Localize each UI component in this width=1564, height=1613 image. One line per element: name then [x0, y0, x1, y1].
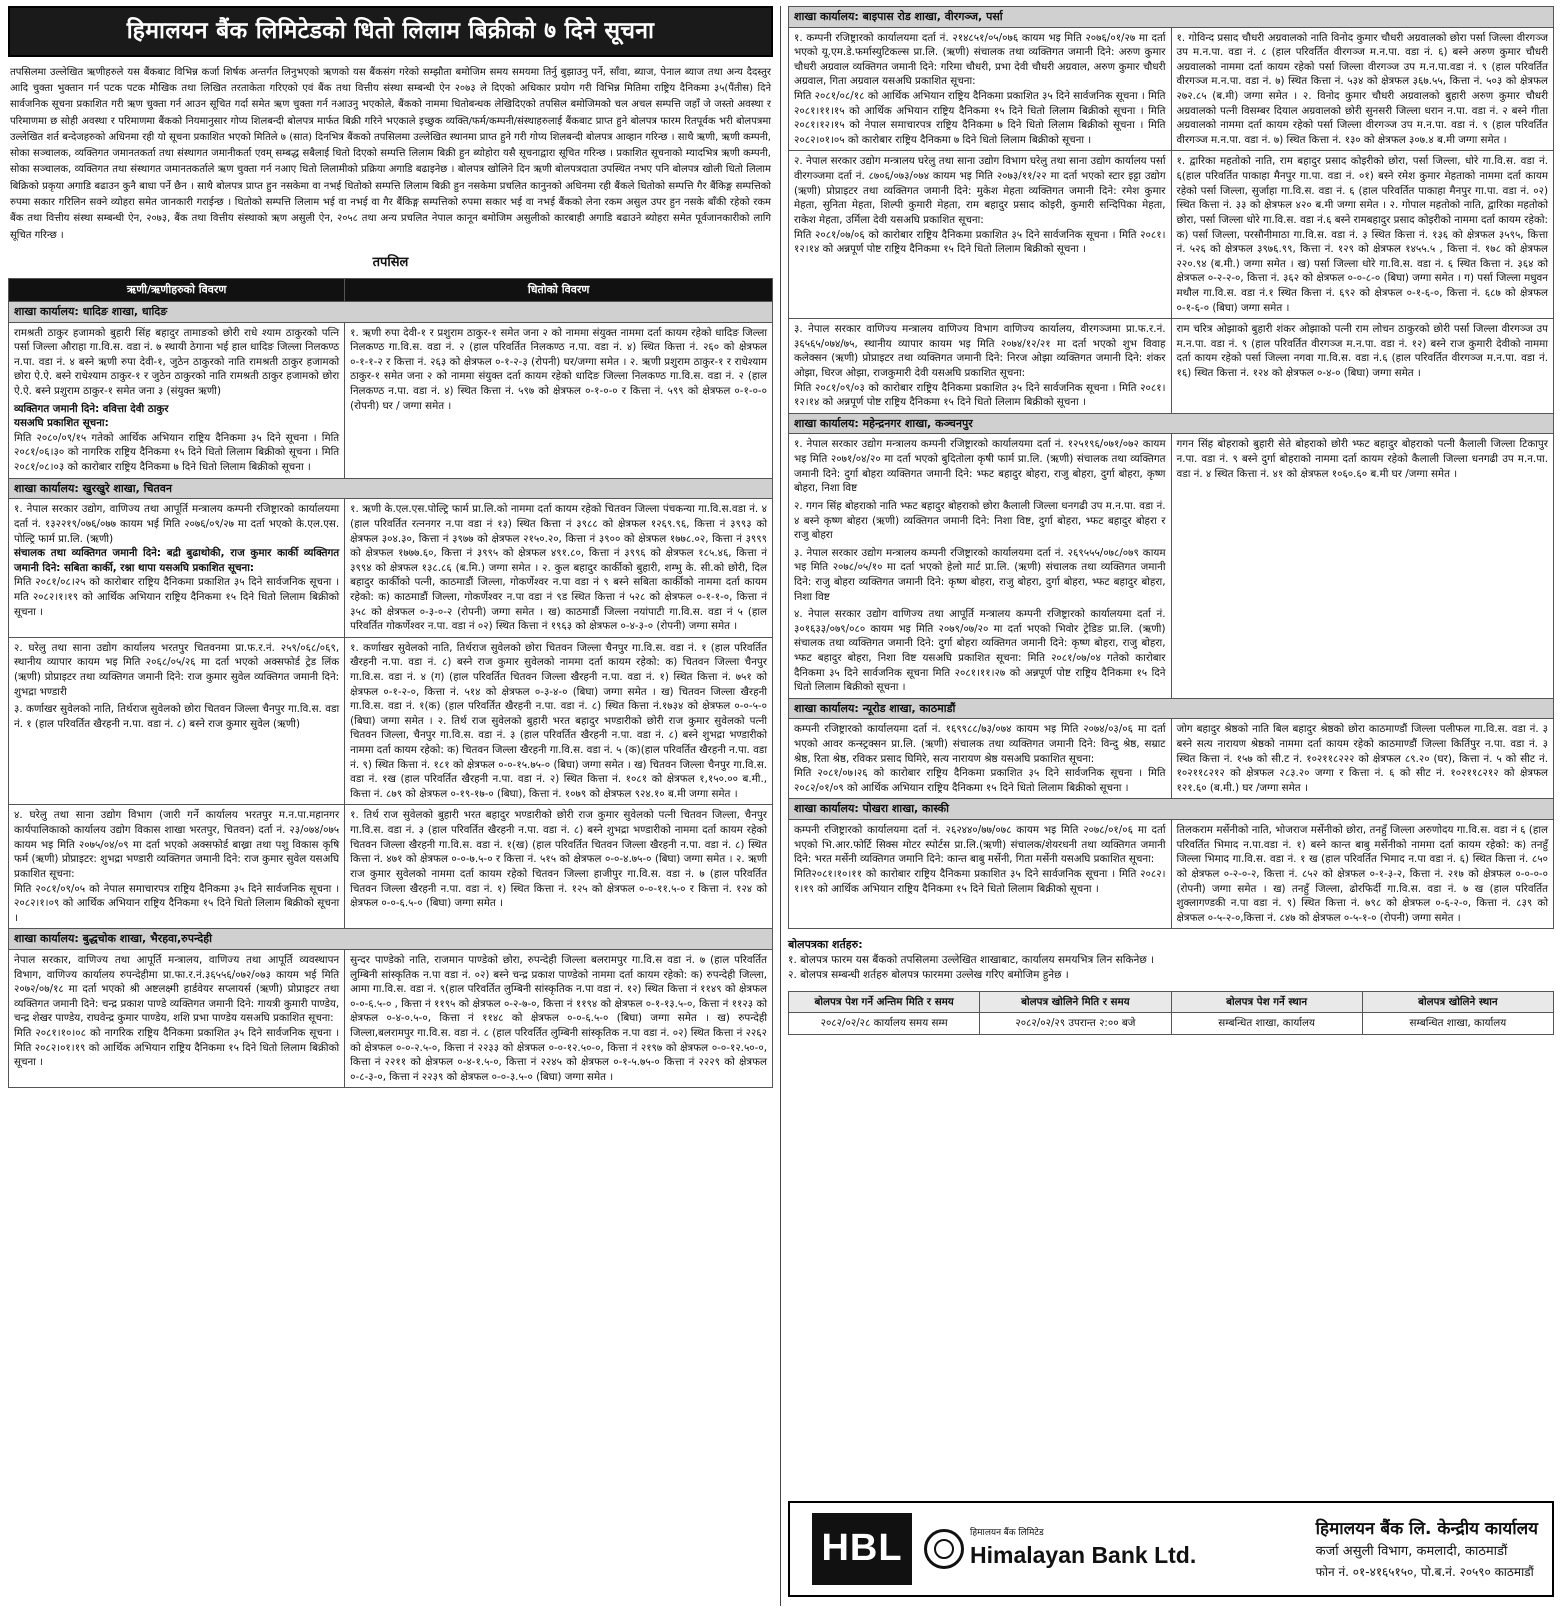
left-column	[8, 6, 773, 1088]
guarantor: व्यक्तिगत जमानी दिने: ववित्ता देवी ठाकुर	[14, 402, 169, 415]
table-row	[789, 151, 1554, 319]
bid-conditions-title: बोलपत्रका शर्तहरु:	[788, 938, 863, 952]
bid-schedule-table	[788, 991, 1554, 1035]
collateral-header: धितोको विवरण	[345, 279, 773, 302]
borrower-detail: ४. नेपाल सरकार उद्योग वाणिज्य तथा आपूर्ति मन्त्रालय कम्पनी रजिष्ट्रारको कार्यालयमा दर्ता नं. ३०१६३३/०७९/०८० कायम भइ मिति २०७९/०७/२० मा दर्ता भएको भिवोर ट्रेडिङ प्रा.लि. (ऋणी) संचालक तथा व्यक्तिगत जमानी दिने: दुर्गा बोहरा व्यक्तिगत जमानी दिने: कृष्ण बोहरा, राजु बोहरा, भ्फट बहादुर बोहरा, निशा विष्ट यसअघि प्रकाशित सूचना: मिति २०८१/०७/०४ गतेको कारोबार दैनिकमा ३५ दिने सार्वजनिक सूचना मिति २०८१।११।२७ को अन्नपूर्ण पोष्ट राष्ट्रिय दैनिकमा १५ दिने धितो लिलाम बिक्रीको सूचना ।	[794, 608, 1166, 694]
bank-name-nepali: हिमालयन बैंक लिमिटेड	[970, 1527, 1044, 1538]
bid-condition-item: १. बोलपत्र फारम यस बैंकको तपसिलमा उल्लेखित शाखाबाट, कार्यालय समयभित्र लिन सकिनेछ ।	[788, 953, 1155, 966]
branch-khurkhure: शाखा कार्यालय: खुरखुरे शाखा, चितवन	[9, 478, 773, 499]
hbl-logo: HBL	[812, 1513, 912, 1585]
prior-notice: मिति २०८१।१०।०८ को नागरिक राष्ट्रिय दैनिकमा प्रकाशित ३५ दिने सार्वजनिक सूचना । मिति २०८२।०१।१९ को आर्थिक अभियान राष्ट्रिय दैनिकमा १५ दिने धितो लिलाम बिक्रीको सूचना ।	[14, 1027, 340, 1069]
borrower-detail: ३. नेपाल सरकार वाणिज्य मन्त्रालय वाणिज्य विभाग वाणिज्य कार्यालय, वीरगञ्जमा प्रा.फ.र.नं. ३६५६५/०७४/७५, स्थानीय व्यापार कायम भइ मिति २०७४/१२/२१ मा दर्ता भएको शुभ विवाह कलेक्सन (ऋणी) प्रोप्राइटर तथा व्यक्तिगत जमानी दिने: निरज ओझा व्यक्तिगत जमानी दिने: शंकर ओझा, धिरज ओझा, राजकुमारी देवी यसअघि प्रकाशित सूचना:	[794, 323, 1166, 380]
borrower-detail: कम्पनी रजिष्ट्रारको कार्यालयमा दर्ता नं. २६२४४०/७७/०७८ कायम भइ मिति २०७८/०१/०६ मा दर्ता भएको भि.आर.फोर्टि सिक्स मोटर स्पोर्टस प्रा.लि.(ऋणी) संचालक/शेयरधनी तथा व्यक्तिगत जमानी दिने: भरत मर्सेनी व्यक्तिगत जमानि दिने: कान्त बाबु मर्सेनी, गिता मर्सेनी यसअघि प्रकाशित सूचना:	[794, 824, 1166, 866]
table-row	[9, 805, 773, 929]
collateral-detail: १. कर्णाखर सुवेलको नाति, तिर्थराज सुवेलको छोरा चितवन जिल्ला चैनपुर गा.वि.स. वडा नं. १ (हाल परिवर्तित खैरहनी न.पा. वडा नं. ८) बस्ने राज कुमार सुवेलको नाममा दर्ता कायम रहेको: क) चितवन जिल्ला चैनपुर गा.वि.स. वडा नं. ४ (ग) (हाल परिवर्तित चितवन जिल्ला खैरहनी न.पा. वडा नं. १) स्थित कित्ता नं. ७५१ को क्षेत्रफल ०-१-२-०, कित्ता नं. ५१४ को क्षेत्रफल ०-३-४-० (बिघा) जग्गा समेत । ख) चितवन जिल्ला खैरहनी गा.वि.स. वडा नं. १(क) (हाल परिवर्तित खैरहनी न.पा. वडा नं. ८) स्थित कित्ता नं.१७३४ को क्षेत्रफल ०-०-५-० (बिघा) जग्गा समेत । २. तिर्थ राज सुवेलको बुहारी भरत बहादुर भण्डारीको छोरी राज कुमार सुवेलको पत्नी चितवन जिल्ला, चैनपुर गा.वि.स. वडा नं. ३ (हाल परिवर्तित खैरहनी न.पा. वडा नं. ८) बस्ने शुभद्रा भण्डारीको नाममा दर्ता कायम रहेको: क) चितवन जिल्ला खैरहनी गा.वि.स. वडा नं. ५ (क)(हाल परिवर्तित खैरहनी न.पा. वडा नं. ९) स्थित कित्ता नं. १८१ को क्षेत्रफल ०-०-१५.७५-० (बिघा) जग्गा समेत । ख) चितवन जिल्ला चैनपुर गा.वि.स. वडा नं. १ख (हाल परिवर्तित खैरहनी न.पा. वडा नं. २) स्थित कित्ता नं. १०८१ को क्षेत्रफल १,१५०.०० ब.मी., कित्ता नं. ८७९ को क्षेत्रफल ०-१९-१७-० (बिघा), कित्ता नं. १०७९ को क्षेत्रफल ९२४.१० ब.मी जग्गा समेत ।	[345, 637, 773, 805]
bid-cell: २०८२/०२/२८ कार्यालय समय सम्म	[789, 1013, 980, 1035]
collateral-detail: जोग बहादुर श्रेष्ठको नाति बिल बहादुर श्रेष्ठको छोरा काठमाण्डौं जिल्ला पलीफल गा.वि.स. वडा नं. ३ बस्ने सत्य नारायण श्रेष्ठको नाममा दर्ता कायम रहेको काठमाण्डौं जिल्ला किर्तिपुर न.पा. वडा नं. ३ स्थित कित्ता नं. १५७ को सी.ट नं. १०२११८२२२ को क्षेत्रफल ८९.२० (घर), कित्ता नं. ५ को सीट नं. १०२११८२१२ को क्षेत्रफल २८३.२० जग्गा र कित्ता नं. ६ को सीट नं. १०२११८२१२ को क्षेत्रफल १२१.६० (ब.मी.) घर /जग्गा समेत ।	[1171, 719, 1554, 799]
table-row	[9, 637, 773, 805]
borrower-detail: २. घरेलु तथा साना उद्योग कार्यालय भरतपुर चितवनमा प्रा.फ.र.नं. २५९/०६८/०६९, स्थानीय व्यापार कायम भइ मिति २०६८/०५/२६ मा दर्ता भएको अक्सफोर्ड ट्रेड लिंक (ऋणी) प्रोप्राइटर तथा व्यक्तिगत जमानी दिने: राज कुमार सुवेल व्यक्तिगत जमानी दिने: शुभद्रा भण्डारी	[14, 641, 340, 698]
bank-name-block	[970, 1526, 1196, 1571]
borrower-detail: ४. घरेलु तथा साना उद्योग विभाग (जारी गर्ने कार्यालय भरतपुर म.न.पा.महानगर कार्यपालिकाको कार्यालय उद्योग विकास शाखा भरतपुर, चितवन) दर्ता नं. २३/०७४/०७५ कायम भइ मिति २०७५/०४/०९ मा दर्ता भएको अक्सफोर्ड बाख्रा तथा पशु विकास कृषि फर्म (ऋणी) प्रोप्राइटर: शुभद्रा भण्डारी व्यक्तिगत जमानी दिने: राज कुमार सुवेल यसअघि प्रकाशित सूचना:	[14, 809, 340, 880]
collateral-detail: १. द्वारिका महतोको नाति, राम बहादुर प्रसाद कोइरीको छोरा, पर्सा जिल्ला, धोरे गा.वि.स. वडा नं. ६(हाल परिवर्तित पाकाहा मैनपुर गा.पा. वडा नं. ०१) बस्ने रमेश कुमार मेहताको नाममा दर्ता कायम रहेको पर्सा जिल्ला, सुर्जाहा गा.वि.स. वडा नं. ६ (हाल परिवर्तित पाकाहा मैनपुर गा.पा. वडा नं. ०२) स्थित कित्ता नं. ३३ को क्षेत्रफल ४२० ब.मी जग्गा समेत । २. गोपाल महतोको नाति, द्वारिका महतोको छोरा, पर्सा जिल्ला धोरे गा.वि.स. वडा नं.६ बस्ने रामबहादुर प्रसाद कोइरीको नाममा दर्ता कायम रहेको: क) पर्सा जिल्ला, परसौनीमाठा गा.वि.स. वडा नं. ३ स्थित कित्ता नं. १३६ को क्षेत्रफल ३५९५, कित्ता नं. ५२६ को क्षेत्रफल ३९७६.९९, कित्ता नं. १२९ को क्षेत्रफल १४५५.५ , कित्ता नं. १७८ को क्षेत्रफल २२०.९४ (ब.मी.) जग्गा समेत । ख) पर्सा जिल्ला धोरे गा.वि.स. वडा नं. ६ स्थित कित्ता नं. ३६४ को क्षेत्रफल ०-२-२-०, कित्ता नं. ३६२ को क्षेत्रफल ०-०-८-० (बिघा) जग्गा समेत । ग) पर्सा जिल्ला मधुवन मथौल गा.वि.स. वडा नं.१ स्थित कित्ता नं. ६९२ को क्षेत्रफल ०-१-६-०, कित्ता नं. ६८७ को क्षेत्रफल ०-१-६-० (बिघा) जग्गा समेत ।	[1171, 151, 1554, 319]
branch-pokhara: शाखा कार्यालय: पोखरा शाखा, कास्की	[789, 799, 1554, 820]
branch-newroad: शाखा कार्यालय: न्यूरोड शाखा, काठमाडौं	[789, 698, 1554, 719]
right-column	[788, 6, 1554, 1579]
tapsil-heading: तपसिल	[372, 254, 409, 270]
collateral-detail: १. ऋणी रुपा देवी-१ र प्रशुराम ठाकुर-१ समेत जना २ को नाममा संयुक्त नाममा दर्ता कायम रहेको धादिङ जिल्ला निलकण्ठ गा.वि.स. वडा नं. २ (हाल परिवर्तित निलकण्ठ न.पा. वडा नं. ४) स्थित कित्ता नं. २६० को क्षेत्रफल ०-१-१-२ र कित्ता नं. २६३ को क्षेत्रफल ०-१-२-३ (रोपनी) घर/जग्गा समेत । २. ऋणी प्रशुराम ठाकुर-१ र राधेश्याम ठाकुर-१ समेत जना २ को नाममा संयुक्त दर्ता कायम रहेको धादिङ जिल्ला निलकण्ठ गा.वि.स. वडा नं. २ (हाल निलकण्ठ न.पा. वडा नं. ४) स्थित कित्ता नं. ५९७ को क्षेत्रफल ०-१-०-० र कित्ता नं. ५९९ को क्षेत्रफल ०-१-०-० (रोपनी) घर / जग्गा समेत ।	[345, 322, 773, 478]
prior-notice: मिति २०८१/०८।२५ को कारोबार राष्ट्रिय दैनिकमा प्रकाशित ३५ दिने सार्वजनिक सूचना । मति २०८२।१।१९ को आर्थिक अभियान राष्ट्रिय दैनिकमा १५ दिने धितो लिलाम बिक्रीको सूचना ।	[14, 576, 340, 618]
borrower-detail: रामश्रती ठाकुर हजामको बुहारी सिंह बहादुर तामाङको छोरी राधे श्याम ठाकुरको पत्नि पर्सा जिल्ला औराहा गा.वि.स. वडा नं. ७ स्थायी ठेगाना भई हाल धादिङ जिल्ला निलकण्ठ न.पा. वडा नं. ४ बस्ने ऋणी रुपा देवी-१, जुठेन ठाकुरको नाति रामश्रती ठाकुर हजामको छोरा ऐ.ऐ. बस्ने राधेश्याम ठाकुर-१ र जुठेन ठाकुरको नाति रामश्रती ठाकुर हजामको छोरा ऐ.ऐ. बस्ने प्रशुराम ठाकुर-१ समेत जना ३ (संयुक्त ऋणी)	[14, 326, 340, 398]
prior-notice-label: यसअघि प्रकाशित सूचना:	[14, 417, 109, 430]
branch-mahendranagar: शाखा कार्यालय: महेन्द्रनगर शाखा, कञ्चनपुर	[789, 413, 1554, 434]
guarantor: संचालक तथा व्यक्तिगत जमानी दिने: बद्री बुढाथोकी, राज कुमार कार्की व्यक्तिगत जमानी दिने: सबिता कार्की, रश्ना थापा यसअघि प्रकाशित सूचना:	[14, 547, 340, 574]
table-row	[9, 949, 773, 1087]
bid-header: बोलपत्र खोलिने मिति र समय	[980, 991, 1171, 1013]
branch-dhading: शाखा कार्यालय: धादिङ शाखा, धादिङ	[9, 301, 773, 322]
notice-title: हिमालयन बैंक लिमिटेडको धितो लिलाम बिक्रीको ७ दिने सूचना	[8, 6, 773, 57]
office-phone: फोन नं. ०१-४१६५१५०, पो.ब.नं. २०५९० काठमाडौं	[1315, 1564, 1534, 1579]
branch-buddhachok: शाखा कार्यालय: बुद्धचोक शाखा, भैरहवा,रुपन्देही	[9, 929, 773, 950]
bid-header: बोलपत्र पेश गर्ने स्थान	[1171, 991, 1362, 1013]
collateral-detail: तिलकराम मर्सेनीको नाति, भोजराज मर्सेनीको छोरा, तनहुँ जिल्ला अरुणोदय गा.वि.स. वडा नं ६ (हाल परिवर्तित भिमाद न.पा.वडा नं. १) बस्ने कान्त बाबु मर्सेनीको नाममा दर्ता कायम रहेको: क) तनहुँ जिल्ला भिमाद गा.वि.स. वडा नं. १ ख (हाल परिवर्तित भिमाद न.पा वडा नं. ६) स्थित कित्ता नं. ८५० को क्षेत्रफल ०-२-०-२, कित्ता नं. ८५२ को क्षेत्रफल ०-१-३-२, कित्ता नं. २१७ को क्षेत्रफल ०-०-०-० (रोपनी) जग्गा समेत । ख) तनहुँ जिल्ला, ढोरफिर्दी गा.वि.स. वडा नं. ७ ख (हाल परिवर्तित शुक्लागण्डकी न.पा वडा नं. ९) स्थित कित्ता नं. ७९८ को क्षेत्रफल ०-६-२-०, कित्ता नं. ८३९ को क्षेत्रफल ०-५-२-०,कित्ता नं. ८४७ को क्षेत्रफल ०-५-१-० (रोपनी) जग्गा समेत ।	[1171, 820, 1554, 929]
collateral-detail: १. ऋणी के.एल.एस.पोल्ट्रि फार्म प्रा.लि.को नाममा दर्ता कायम रहेको चितवन जिल्ला पंचकन्या गा.वि.स.वडा नं. ४ (हाल परिवर्तित रत्ननगर न.पा वडा नं १३) स्थित कित्ता नं ३९८८ को क्षेत्रफल १२६९.९६, कित्ता नं ३९९३ को क्षेत्रफल ३०४.३०, कित्ता नं ३९७७ को क्षेत्रफल २१५०.२०, कित्ता नं ३९०० को क्षेत्रफल १७७८.०२, कित्ता नं ३९९९ को क्षेत्रफल १७७७.६०, कित्ता नं ३९९५ को क्षेत्रफल ४९१.८०, कित्ता नं ३९९६ को क्षेत्रफल १८५.४६, कित्ता नं ३९९४ को क्षेत्रफल १३८.८६ (ब.मि.) जग्गा समेत । २. कुल बहादुर कार्कीको बुहारी, शम्भु के. सी.को छोरी, दिल बहादुर कार्कीको पत्नी, काठमाडौं जिल्ला, गोकर्णेश्वर न.पा वडा नं ९ बस्ने सबिता कार्कीको नाममा दर्ता कायम रहेको: क) काठमाडौं जिल्ला, गोकर्णेश्वर न.पा वडा नं ९ड स्थित कित्ता नं ५२८ को क्षेत्रफल ०-१-१-०, कित्ता नं ३५८ को क्षेत्रफल ०-३-०-२ (रोपनी) जग्गा समेत । ख) काठमाडौं जिल्ला नयांपाटी गा.वि.स. वडा नं ५ (हाल परिवर्तित गोकर्णेश्वर न.पा. वडा नं ०२) स्थित कित्ता नं १९६३ को क्षेत्रफल ०-४-३-० (रोपनी) जग्गा समेत ।	[345, 499, 773, 637]
bank-footer	[788, 1501, 1554, 1597]
prior-notice: मिति २०८१/०७/०६ को कारोबार राष्ट्रिय दैनिकमा प्रकाशित ३५ दिने सार्वजनिक सूचना । मिति २०८१।१२।१४ को अन्नपूर्ण पोष्ट राष्ट्रिय दैनिकमा १५ दिने धितो लिलाम बिक्रीको सूचना ।	[794, 228, 1166, 256]
borrower-detail: २. नेपाल सरकार उद्योग मन्त्रालय घरेलु तथा साना उद्योग विभाग घरेलु तथा साना उद्योग कार्यालय पर्सा वीरगञ्जमा दर्ता नं. ८७०६/०७३/०७४ कायम भइ मिति २०७३/११/२२ मा दर्ता भएको स्टार इट्टा उद्योग (ऋणी) प्रोप्राइटर तथा व्यक्तिगत जमानी दिने: मुकेश मेहता व्यक्तिगत जमानी दिने: रमेश कुमार मेहता, सुनिता मेहता, शिल्पी कुमारी मेहता, राम बहादुर प्रसाद कोइरी, कुमारी सन्दिपिका मेहता, राकेश मेहता, उर्मिला देवी यसअघि प्रकाशित सूचना:	[794, 155, 1166, 226]
office-dept: कर्जा असुली विभाग, कमलादी, काठमाडौं	[1315, 1544, 1508, 1560]
table-row	[9, 322, 773, 478]
prior-notice: मिति २०८१/०७।२६ को कारोबार राष्ट्रिय दैनिकमा प्रकाशित ३५ दिने सार्वजनिक सूचना । मिति २०८२/०१/०९ को आर्थिक अभियान राष्ट्रिय दैनिकमा १५ दिने धितो लिलाम बिक्रीको सूचना ।	[794, 767, 1166, 794]
table-row	[789, 820, 1554, 929]
borrower-detail: ३. कर्णाखर सुवेलको नाति, तिर्थराज सुवेलको छोरा चितवन जिल्ला चैनपुर गा.वि.स. वडा नं. १ (हाल परिवर्तित खैरहनी न.पा. वडा नं. ८) बस्ने राज कुमार सुवेल (ऋणी)	[14, 703, 340, 730]
table-row	[789, 719, 1554, 799]
prior-notice: मिति २०८१/०९/०५ को नेपाल समाचारपत्र राष्ट्रिय दैनिकमा ३५ दिने सार्वजनिक सूचना । २०८२।१।०९ को आर्थिक अभियान राष्ट्रिय दैनिकमा १५ दिने धितो लिलाम बिक्रीको सूचना ।	[14, 882, 340, 924]
bank-name-english: Himalayan Bank Ltd.	[970, 1542, 1197, 1569]
column-divider	[780, 6, 781, 1606]
bid-header: बोलपत्र पेश गर्ने अन्तिम मिति र समय	[789, 991, 980, 1013]
collateral-detail: गगन सिंह बोहराको बुहारी सेते बोहराको छोरी भ्फट बहादुर बोहराको पत्नी कैलाली जिल्ला टिकापुर न.पा. वडा नं. ९ बस्ने दुर्गा बोहराको नाममा दर्ता कायम रहेको कैलाली जिल्ला धनगढी उप म.न.पा. वडा नं. ४ स्थित कित्ता नं. ४१ को क्षेत्रफल १०६०.६० ब.मी घर /जग्गा समेत ।	[1171, 434, 1554, 698]
borrower-detail: १. कम्पनी रजिष्ट्रारको कार्यालयमा दर्ता नं. २१४८५१/०५/०७६ कायम भइ मिति २०७६/०१/२७ मा दर्ता भएको यू.एम.डे.फर्मास्युटिकल्स प्रा.लि. (ऋणी) संचालक तथा व्यक्तिगत जमानी दिने: अरुण कुमार चौधरी अग्रवाल व्यक्तिगत जमानी दिने: गरिमा चौधरी, प्रभा देवी चौधरी अग्रवाल, अरुण कुमार चौधरी अग्रवाल, गिता अग्रवाल यसअघि प्रकाशित सूचना:	[794, 31, 1166, 88]
borrower-detail: १. नेपाल सरकार उद्योग, वाणिज्य तथा आपूर्ति मन्त्रालय कम्पनी रजिष्ट्रारको कार्यालयमा दर्ता नं. १३२२१९/०७६/०७७ कायम भई मिति २०७६/०९/२७ मा दर्ता भएको के.एल.एस. पोल्ट्रि फार्म प्रा.लि. (ऋणी)	[14, 503, 340, 545]
borrower-detail: २. गगन सिंह बोहराको नाति भ्फट बहादुर बोहराको छोरा कैलाली जिल्ला धनगढी उप म.न.पा. वडा नं. ४ बस्ने कृष्ण बोहरा (ऋणी) व्यक्तिगत जमानी दिने: निशा विष्ट, दुर्गा बोहरा, भ्फट बहादुर बोहरा र राजु बोहरा	[794, 499, 1166, 542]
collateral-detail: सुन्दर पाण्डेको नाति, राजमान पाण्डेको छोरा, रुपन्देही जिल्ला बलरामपुर गा.वि.स वडा नं. ७ (हाल परिवर्तित लुम्बिनी सांस्कृतिक न.पा वडा नं. ०२) बस्ने चन्द्र प्रकाश पाण्डेको नाममा दर्ता कायम रहेको: क) रुपन्देही जिल्ला, आमा गा.वि.स. वडा नं. ९(हाल परिवर्तित लुम्बिनी सांस्कृतिक न.पा वडा नं. १२) स्थित कित्ता नं ११४९ को क्षेत्रफल ०-०-६.५-० , कित्ता नं ११९५ को क्षेत्रफल ०-२-७-०, कित्ता नं ११९४ को क्षेत्रफल ०-१-१३.५-०, कित्ता नं ११२३ को क्षेत्रफल ०-४-०.५-०, कित्ता नं ११४८ को क्षेत्रफल ०-०-६.५-० (बिघा) जग्गा समेत । ख) रुपन्देही जिल्ला,बलरामपुर गा.वि.स. वडा नं. ८ (हाल परिवर्तित लुम्बिनी सांस्कृतिक न.पा वडा नं. ०२) स्थित कित्ता नं २२६२ को क्षेत्रफल ०-०-२.५-०, कित्ता नं २२३३ को क्षेत्रफल ०-०-१२.५०-०, कित्ता नं २१९७ को क्षेत्रफल ०-०-१२.५०-०, कित्ता नं २२११ को क्षेत्रफल ०-४-१.५-०, कित्ता नं २२४५ को क्षेत्रफल ०-१-५.७५-० कित्ता नं २२२९ को क्षेत्रफल ०-८-३-०, कित्ता नं २२३९ को क्षेत्रफल ०-०-३.५-० (बिघा) जग्गा समेत ।	[345, 949, 773, 1087]
bid-cell: सम्बन्धित शाखा, कार्यालय	[1171, 1013, 1362, 1035]
bid-cell: सम्बन्धित शाखा, कार्यालय	[1362, 1013, 1553, 1035]
bank-seal-icon	[924, 1529, 964, 1569]
office-name: हिमालयन बैंक लि. केन्द्रीय कार्यालय	[1315, 1519, 1538, 1540]
branch-bypass: शाखा कार्यालय: बाइपास रोड शाखा, वीरगञ्ज, पर्सा	[789, 7, 1554, 28]
prior-notice: मिति २०८०/०९/१५ गतेको आर्थिक अभियान राष्ट्रिय दैनिकमा ३५ दिने सूचना । मिति २०८१/०६।३० को नागरिक राष्ट्रिय दैनिकमा १५ दिने धितो लिलाम बिक्रीको सूचना । मिति २०८१/०८।०३ को कारोबार राष्ट्रिय दैनिकमा ७ दिने धितो लिलाम बिक्रीको सूचना ।	[14, 431, 340, 474]
prior-notice: मिति२०८१।१०।११ को कारोबार राष्ट्रिय दैनिकमा प्रकाशित ३५ दिने सार्वजनिक सूचना । मिति २०८२।१।१९ को आर्थिक अभियान राष्ट्रिय दैनिकमा १५ दिने धितो लिलाम बिक्रीको सूचना ।	[794, 867, 1166, 895]
borrower-detail: ३. नेपाल सरकार उद्योग मन्त्रालय कम्पनी रजिष्ट्रारको कार्यालयमा दर्ता नं. २६९५५५/०७८/०७९ कायम भइ मिति २०७८/०५/१० मा दर्ता भएको हेलो मार्ट प्रा.लि. (ऋणी) संचालक तथा व्यक्तिगत जमानी दिने: राजु बोहरा व्यक्तिगत जमानी दिने: कृष्ण बोहरा, राजु बोहरा, दुर्गा बोहरा, भ्फट बहादुर बोहरा, निशा विष्ट	[794, 546, 1166, 603]
collateral-detail: १. गोविन्द प्रसाद चौधरी अग्रवालको नाति विनोद कुमार चौधरी अग्रवालको छोरा पर्सा जिल्ला वीरगञ्ज उप म.न.पा. वडा नं. ८ (हाल परिवर्तित वीरगञ्ज म.न.पा. वडा नं. ६) बस्ने अरुण कुमार चौधरी अग्रवालको नाममा दर्ता कायम रहेको पर्सा जिल्ला वीरगञ्ज उप म.न.पा.वडा नं. ९ (हाल परिवर्तित वीरगञ्ज म.न.पा. वडा नं. ७) स्थित कित्ता नं. ५३४ को क्षेत्रफल ३६७.५५, कित्ता नं. ५०३ को क्षेत्रफल २७२.८५ (ब.मी) जग्गा समेत । २. विनोद कुमार चौधरी अग्रवालको बुहारी अरुण कुमार चौधरी अग्रवालको पत्नी विसम्बर दियाल अग्रवालको छोरी सुनसरी जिल्ला धरान न.पा. वडा नं. २ बस्ने गीता अग्रवालको नाममा दर्ता कायम रहेको पर्सा जिल्ला वीरगञ्ज उप म.न.पा. वडा नं. ९ (हाल परिवर्तित वीरगञ्ज म.न.पा. वडा नं. ७) स्थित कित्ता नं. १३० को क्षेत्रफल ३०७.४ ब.मी जग्गा समेत ।	[1171, 27, 1554, 151]
prior-notice: मिति २०८१/०८/१८ को आर्थिक अभियान राष्ट्रिय दैनिकमा प्रकाशित ३५ दिने सार्वजनिक सूचना । मिति २०८१।११।१५ को आर्थिक अभियान राष्ट्रिय दैनिकमा १५ दिने धितो लिलाम बिक्रीको सूचना । मिति २०८१।१२।१५ को नेपाल समाचारपत्र राष्ट्रिय दैनिकमा ७ दिने धितो लिलाम बिक्रीको सूचना । मिति २०८२।०१।०५ को कारोबार राष्ट्रिय दैनिकमा ७ दिने धितो लिलाम बिक्रीको सूचना ।	[794, 90, 1166, 146]
left-table	[8, 278, 773, 1088]
table-row	[789, 27, 1554, 151]
table-row	[789, 1013, 1554, 1035]
borrower-detail: कम्पनी रजिष्ट्रारको कार्यालयमा दर्ता नं. १६९९८८/७३/०७४ कायम भइ मिति २०७४/०३/०६ मा दर्ता भएको आवर कन्स्ट्रक्सन प्रा.लि. (ऋणी) संचालक तथा व्यक्तिगत जमानी दिने: विन्दु श्रेष्ठ, सम्राट श्रेष्ठ, रिता श्रेष्ठ, रविकर प्रसाद घिमिरे, सत्य नारायण श्रेष्ठ यसअघि प्रकाशित सूचना:	[794, 723, 1166, 765]
prior-notice: मिति २०८१/०९/०३ को कारोबार राष्ट्रिय दैनिकमा प्रकाशित ३५ दिने सार्वजनिक सूचना । मिति २०८१।१२।१४ को अन्नपूर्ण पोष्ट राष्ट्रिय दैनिकमा १५ दिने धितो लिलाम बिक्रीको सूचना ।	[794, 381, 1166, 409]
table-row	[9, 499, 773, 637]
right-table	[788, 6, 1554, 929]
borrower-detail: १. नेपाल सरकार उद्योग मन्त्रालय कम्पनी रजिष्ट्रारको कार्यालयमा दर्ता नं. १२५१९६/०७१/०७२ कायम भइ मिति २०७१/०४/२० मा दर्ता भएको बुदितोला कृषी फार्म प्रा.लि. (ऋणी) संचालक तथा व्यक्तिगत जमानी दिने: दुर्गा बोहरा व्यक्तिगत जमानी दिने: भ्फट बहादुर बोहरा, राजु बोहरा, दुर्गा बोहरा, कृष्ण बोहरा, निशा विष्ट	[794, 438, 1166, 495]
bid-header: बोलपत्र खोलिने स्थान	[1362, 991, 1553, 1013]
borrower-header: ऋणी/ऋणीहरुको विवरण	[9, 279, 345, 302]
table-row	[789, 319, 1554, 414]
bid-conditions	[788, 937, 1554, 982]
table-row	[789, 434, 1554, 698]
collateral-detail: राम चरित्र ओझाको बुहारी शंकर ओझाको पत्नी राम लोचन ठाकुरको छोरी पर्सा जिल्ला वीरगञ्ज उप म.न.पा. वडा नं. ९ (हाल परिवर्तित वीरगञ्ज म.न.पा. वडा नं. १२) बस्ने राज कुमारी देवीको नाममा दर्ता कायम रहेको पर्सा जिल्ला नगवा गा.वि.स. वडा नं.६ (हाल परिवर्तित वीरगञ्ज म.न.पा. वडा नं. १६) स्थित कित्ता नं. १२४ को क्षेत्रफल ०-४-० (बिघा) जग्गा समेत ।	[1171, 319, 1554, 414]
bid-condition-item: २. बोलपत्र सम्बन्धी शर्तहरु बोलपत्र फारममा उल्लेख गरिए बमोजिम हुनेछ ।	[788, 968, 1069, 981]
office-info	[1316, 1517, 1538, 1581]
intro-paragraph: तपसिलमा उल्लेखित ऋणीहरुले यस बैंकबाट विभिन्न कर्जा शिर्षक अन्तर्गत लिनुभएको ऋणको यस बैंकसंग गरेको सम्झौता बमोजिम समय समयमा तिर्नु बुझाउनु पर्ने, साँवा, ब्याज, पेनाल ब्याज तथा अन्य दैदस्तुर आदि चुक्ता भुक्तान गर्न पटक पटक मौखिक तथा लिखित तरताकेता गरिएको एवं बैंक तथा वित्तीय संस्था सम्बन्धी ऐन २०७३ ले दिएको अधिकार प्रयोग गरी विभिन्न मितिमा राष्ट्रिय दैनिकमा ३५(पैंतीस) दिने सार्वजनिक सूचना प्रकाशित गरी ऋण चुक्ता गर्न आउन सूचित गर्दा समेत ऋण चुक्ता गर्न नआउनु भएकोले, बैंकको नाममा धितोबन्धक लेखिदिएको तपसिल बमोजिमको चल अचल सम्पत्ति जहाँ जे जस्तो अवस्था र परिमाणमा छ सोही अवस्था र परिमाणमा बैंकको नियमानुसार गोप्य शिलबन्दी बोलपत्र मार्फत बिक्री गरिने भएकाले इच्छुक व्यक्ति/फर्म/कम्पनी/संस्थाहरुलाई बैंकबाट प्राप्त हुने बोलपत्र फारम रितपूर्वक भरी बोलपत्रमा उल्लेखित शर्त बन्देजहरुको अधिनमा रही यो सूचना प्रकाशित भएको मितिले ७ (सात) दिनभित्र बैंकको तपसिलमा उल्लेखित स्थानमा प्राप्त हुने गरी गोप्य शिलबन्दी बोलपत्र आव्हान गरिन्छ । साथै ऋणी, ऋणी कम्पनी, सोका सञ्चालक, व्यक्तिगत जमानतकर्ता तथा संस्थागत जमानीकर्ता एवम् सम्बद्ध सबैलाई धितो दिएको सम्पत्ति लिलाम बिक्री हुन ब्योहोरा यसै सूचनाद्वारा सूचित गरिन्छ । प्रकाशित सूचनाको म्यादभित्र ऋणी कम्पनी, सोका सञ्चालक, व्यक्तिगत तथा संस्थागत जमानतकर्ताले ऋण चुक्ता गर्न नआए धितो लिलामीको प्रक्रिया अगाडि बढाइनेछ । बोलपत्र खोलिने दिन ऋणी बोलपत्रदाता उपस्थित नभए पनि बोलपत्र खोली धितो लिलाम बिक्रिको प्रकृया अगाडि बढाउन कुनै बाधा पर्ने छैन । साथै बोलपत्र प्राप्त हुन नसकेमा वा नभई धितोको सम्पत्ति लिलाम बिक्री हुन नसकेमा प्रचलित कानुनको अधिनमा रही बैंकले धितोको सम्पत्ति गैर बैंकिङ्ग सम्पत्तिको रुपमा सकार गरिलिन सक्ने व्योहरा समेत जानकारी गराईन्छ । धितोको सम्पत्ति लिलाम भई वा नभई वा गैर बैंकिङ्ग सम्पत्तिको रुपमा सकार भई वा नभई बैंकको लेना रकम असुल उपर हुन नसके बाँकी रहेको रकम बैंक तथा वित्तीय संस्था सम्बन्धी ऐन, २०७३, बैंक तथा वित्तीय संस्थाको ऋण असुली ऐन, २०५८ तथा अन्य प्रचलित नेपाल कानून बमोजिम असुलीको कारबाही अगाडि बढाउने ब्योहरा समेत पूर्वजानकारीको लागि सूचित गरिन्छ ।	[10, 66, 771, 241]
borrower-detail: नेपाल सरकार, वाणिज्य तथा आपूर्ति मन्त्रालय, वाणिज्य तथा आपूर्ति व्यवस्थापन विभाग, वाणिज्य कार्यालय रुपन्देहीमा प्रा.फा.र.नं.३६५५६/०७२/०७३ कायम भई मिति २०७२/०७/१८ मा दर्ता भएको श्री अष्टलक्ष्मी हार्डवेयर सप्लायर्स (ऋणी) प्रोप्राइटर तथा व्यक्तिगत जमानी दिने: चन्द्र प्रकाश पाण्डे व्यक्तिगत जमानी दिने: गायत्री कुमारी पाण्डेय, चन्द्र शेखर पाण्डेय, राघवेन्द्र कुमार पाण्डेय, शशि प्रभा पाण्डेय यसअघि प्रकाशित सूचना:	[14, 953, 340, 1025]
bid-cell: २०८२/०२/२९ उपरान्त २:०० बजे	[980, 1013, 1171, 1035]
collateral-detail: १. तिर्थ राज सुवेलको बुहारी भरत बहादुर भण्डारीको छोरी राज कुमार सुवेलको पत्नी चितवन जिल्ला, चैनपुर गा.वि.स. वडा नं. ३ (हाल परिवर्तित खैरहनी न.पा. वडा नं. ८) बस्ने शुभद्रा भण्डारीको नाममा दर्ता कायम रहेको चितवन जिल्ला खैरहनी गा.वि.स. वडा नं. १(ख) (हाल परिवर्तित चितवन जिल्ला खैरहनी न.पा. वडा नं. ८) स्थित कित्ता नं. ४७१ को क्षेत्रफल ०-०-७.५-० र कित्ता नं. ५१५ को क्षेत्रफल ०-०-४.७५-० (बिघा) जग्गा समेत । २. ऋणी राज कुमार सुवेलको नाममा दर्ता कायम रहेको चितवन जिल्ला हाजीपुर गा.वि.स. वडा नं. ७ (हाल परिवर्तित चितवन जिल्ला खैरहनी न.पा. वडा नं. १) स्थित कित्ता नं. १२५ को क्षेत्रफल ०-०-११.५-० र कित्ता नं. १२४ को क्षेत्रफल ०-०-६.५-० (बिघा) जग्गा समेत ।	[345, 805, 773, 929]
